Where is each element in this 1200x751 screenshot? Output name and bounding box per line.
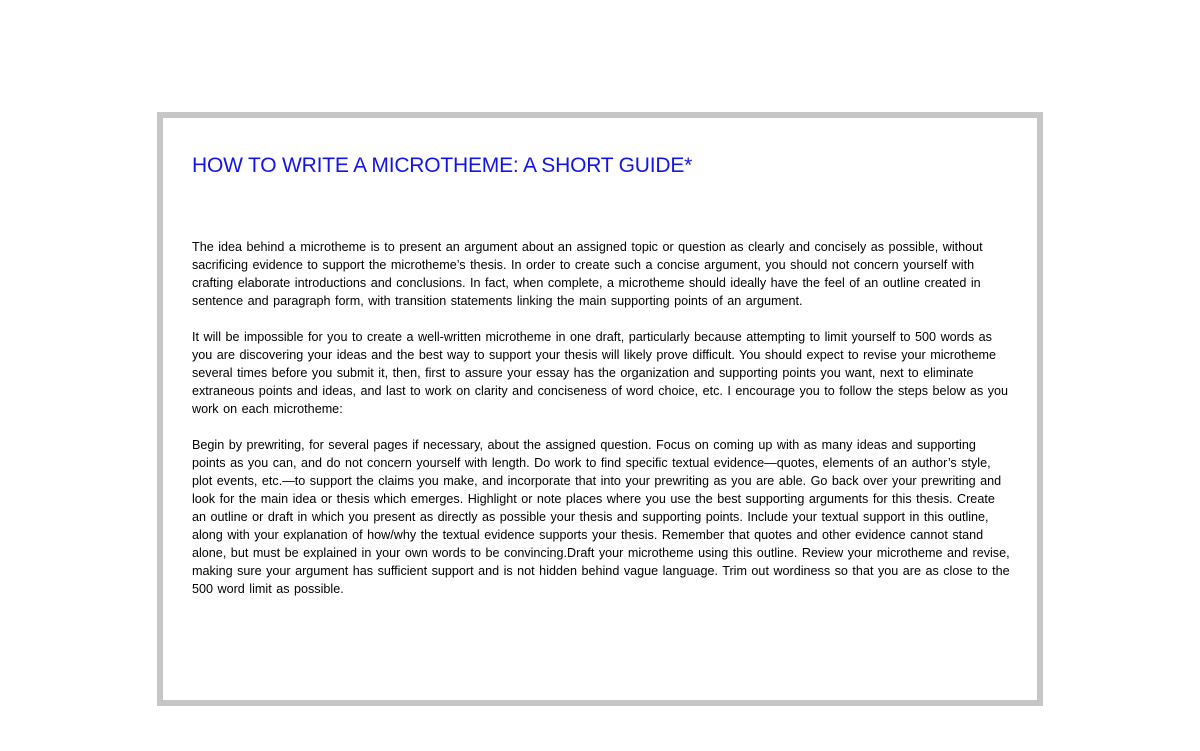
- document-title: HOW TO WRITE A MICROTHEME: A SHORT GUIDE*: [192, 154, 693, 177]
- document-body: [192, 238, 1010, 598]
- paragraph-steps: Begin by prewriting, for several pages if necessary, about the assigned question. Focus on coming up with as many ideas and supporting points as you can, and do not concern yourself with length. Do work to find specific textual evidence—quotes, elements of an author’s style, plot events, etc.—to support the claims you make, and incorporate that into your prewriting as you are able. Go back over your prewriting and look for the main idea or thesis which emerges. Highlight or note places where you use the best supporting arguments for this thesis. Create an outline or draft in which you present as directly as possible your thesis and supporting points. Include your textual support in this outline, along with your explanation of how/why the textual evidence supports your thesis. Remember that quotes and other evidence cannot stand alone, but must be explained in your own words to be convincing.Draft your microtheme using this outline. Review your microtheme and revise, making sure your argument has sufficient support and is not hidden behind vague language. Trim out wordiness so that you are as close to the 500 word limit as possible.: [192, 438, 1010, 596]
- paragraph-drafting: It will be impossible for you to create a well-written microtheme in one draft, particularly because attempting to limit yourself to 500 words as you are discovering your ideas and the best way to support your thesis will likely prove difficult. You should expect to revise your microtheme several times before you submit it, then, first to assure your essay has the organization and supporting points you want, next to eliminate extraneous points and ideas, and last to work on clarity and conciseness of word choice, etc. I encourage you to follow the steps below as you work on each microtheme:: [192, 330, 1009, 416]
- document-frame: [157, 112, 1043, 706]
- paragraph-intro: The idea behind a microtheme is to present an argument about an assigned topic or question as clearly and concisely as possible, without sacrificing evidence to support the microtheme’s thesis. In order to create such a concise argument, you should not concern yourself with crafting elaborate introductions and conclusions. In fact, when complete, a microtheme should ideally have the feel of an outline created in sentence and paragraph form, with transition statements linking the main supporting points of an argument.: [192, 240, 983, 308]
